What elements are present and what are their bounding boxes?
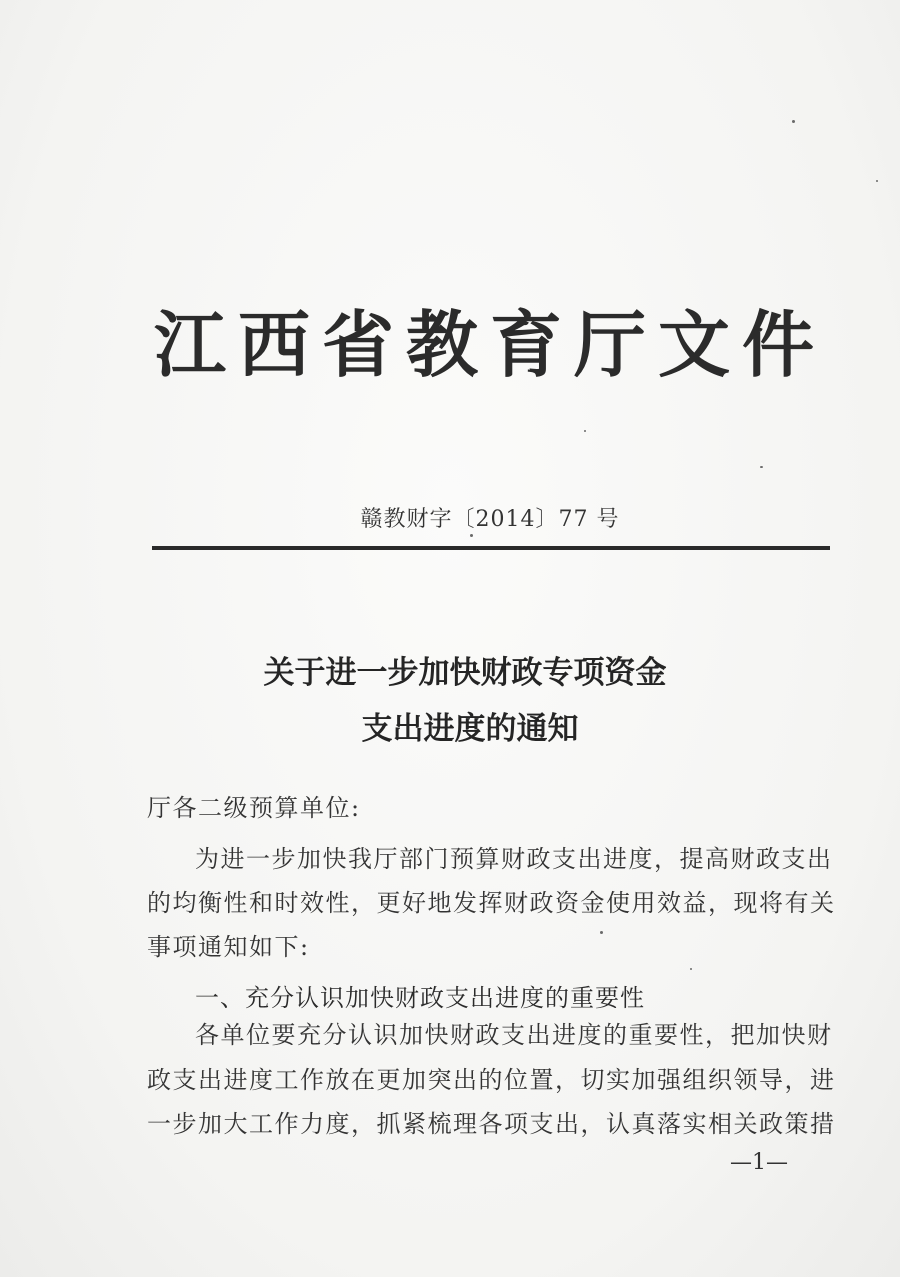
scan-speck xyxy=(600,931,603,934)
scan-speck xyxy=(876,180,878,182)
intro-line: 事项通知如下: xyxy=(147,933,310,961)
scan-speck xyxy=(690,968,692,970)
section-body-line: 政支出进度工作放在更加突出的位置，切实加强组织领导，进 xyxy=(147,1066,836,1094)
scan-speck xyxy=(584,430,586,432)
section-heading: 一、充分认识加快财政支出进度的重要性 xyxy=(195,984,645,1012)
issuer-title: 江西省教育厅文件 xyxy=(153,303,826,387)
scan-speck xyxy=(792,120,795,123)
intro-line: 为进一步加快我厅部门预算财政支出进度，提高财政支出 xyxy=(195,845,833,873)
scan-speck xyxy=(470,534,473,537)
section-body-line: 各单位要充分认识加快财政支出进度的重要性，把加快财 xyxy=(195,1021,833,1049)
salutation: 厅各二级预算单位: xyxy=(147,794,361,822)
scan-speck xyxy=(760,466,763,468)
document-number: 赣教财字〔2014〕77 号 xyxy=(360,507,620,532)
section-body-line: 一步加大工作力度，抓紧梳理各项支出，认真落实相关政策措 xyxy=(147,1110,836,1138)
intro-line: 的均衡性和时效性，更好地发挥财政资金使用效益，现将有关 xyxy=(147,889,836,917)
header-divider xyxy=(152,546,830,550)
notice-title-line2: 支出进度的通知 xyxy=(361,711,579,747)
notice-title-line1: 关于进一步加快财政专项资金 xyxy=(263,655,667,691)
page-number: —1— xyxy=(730,1150,788,1175)
